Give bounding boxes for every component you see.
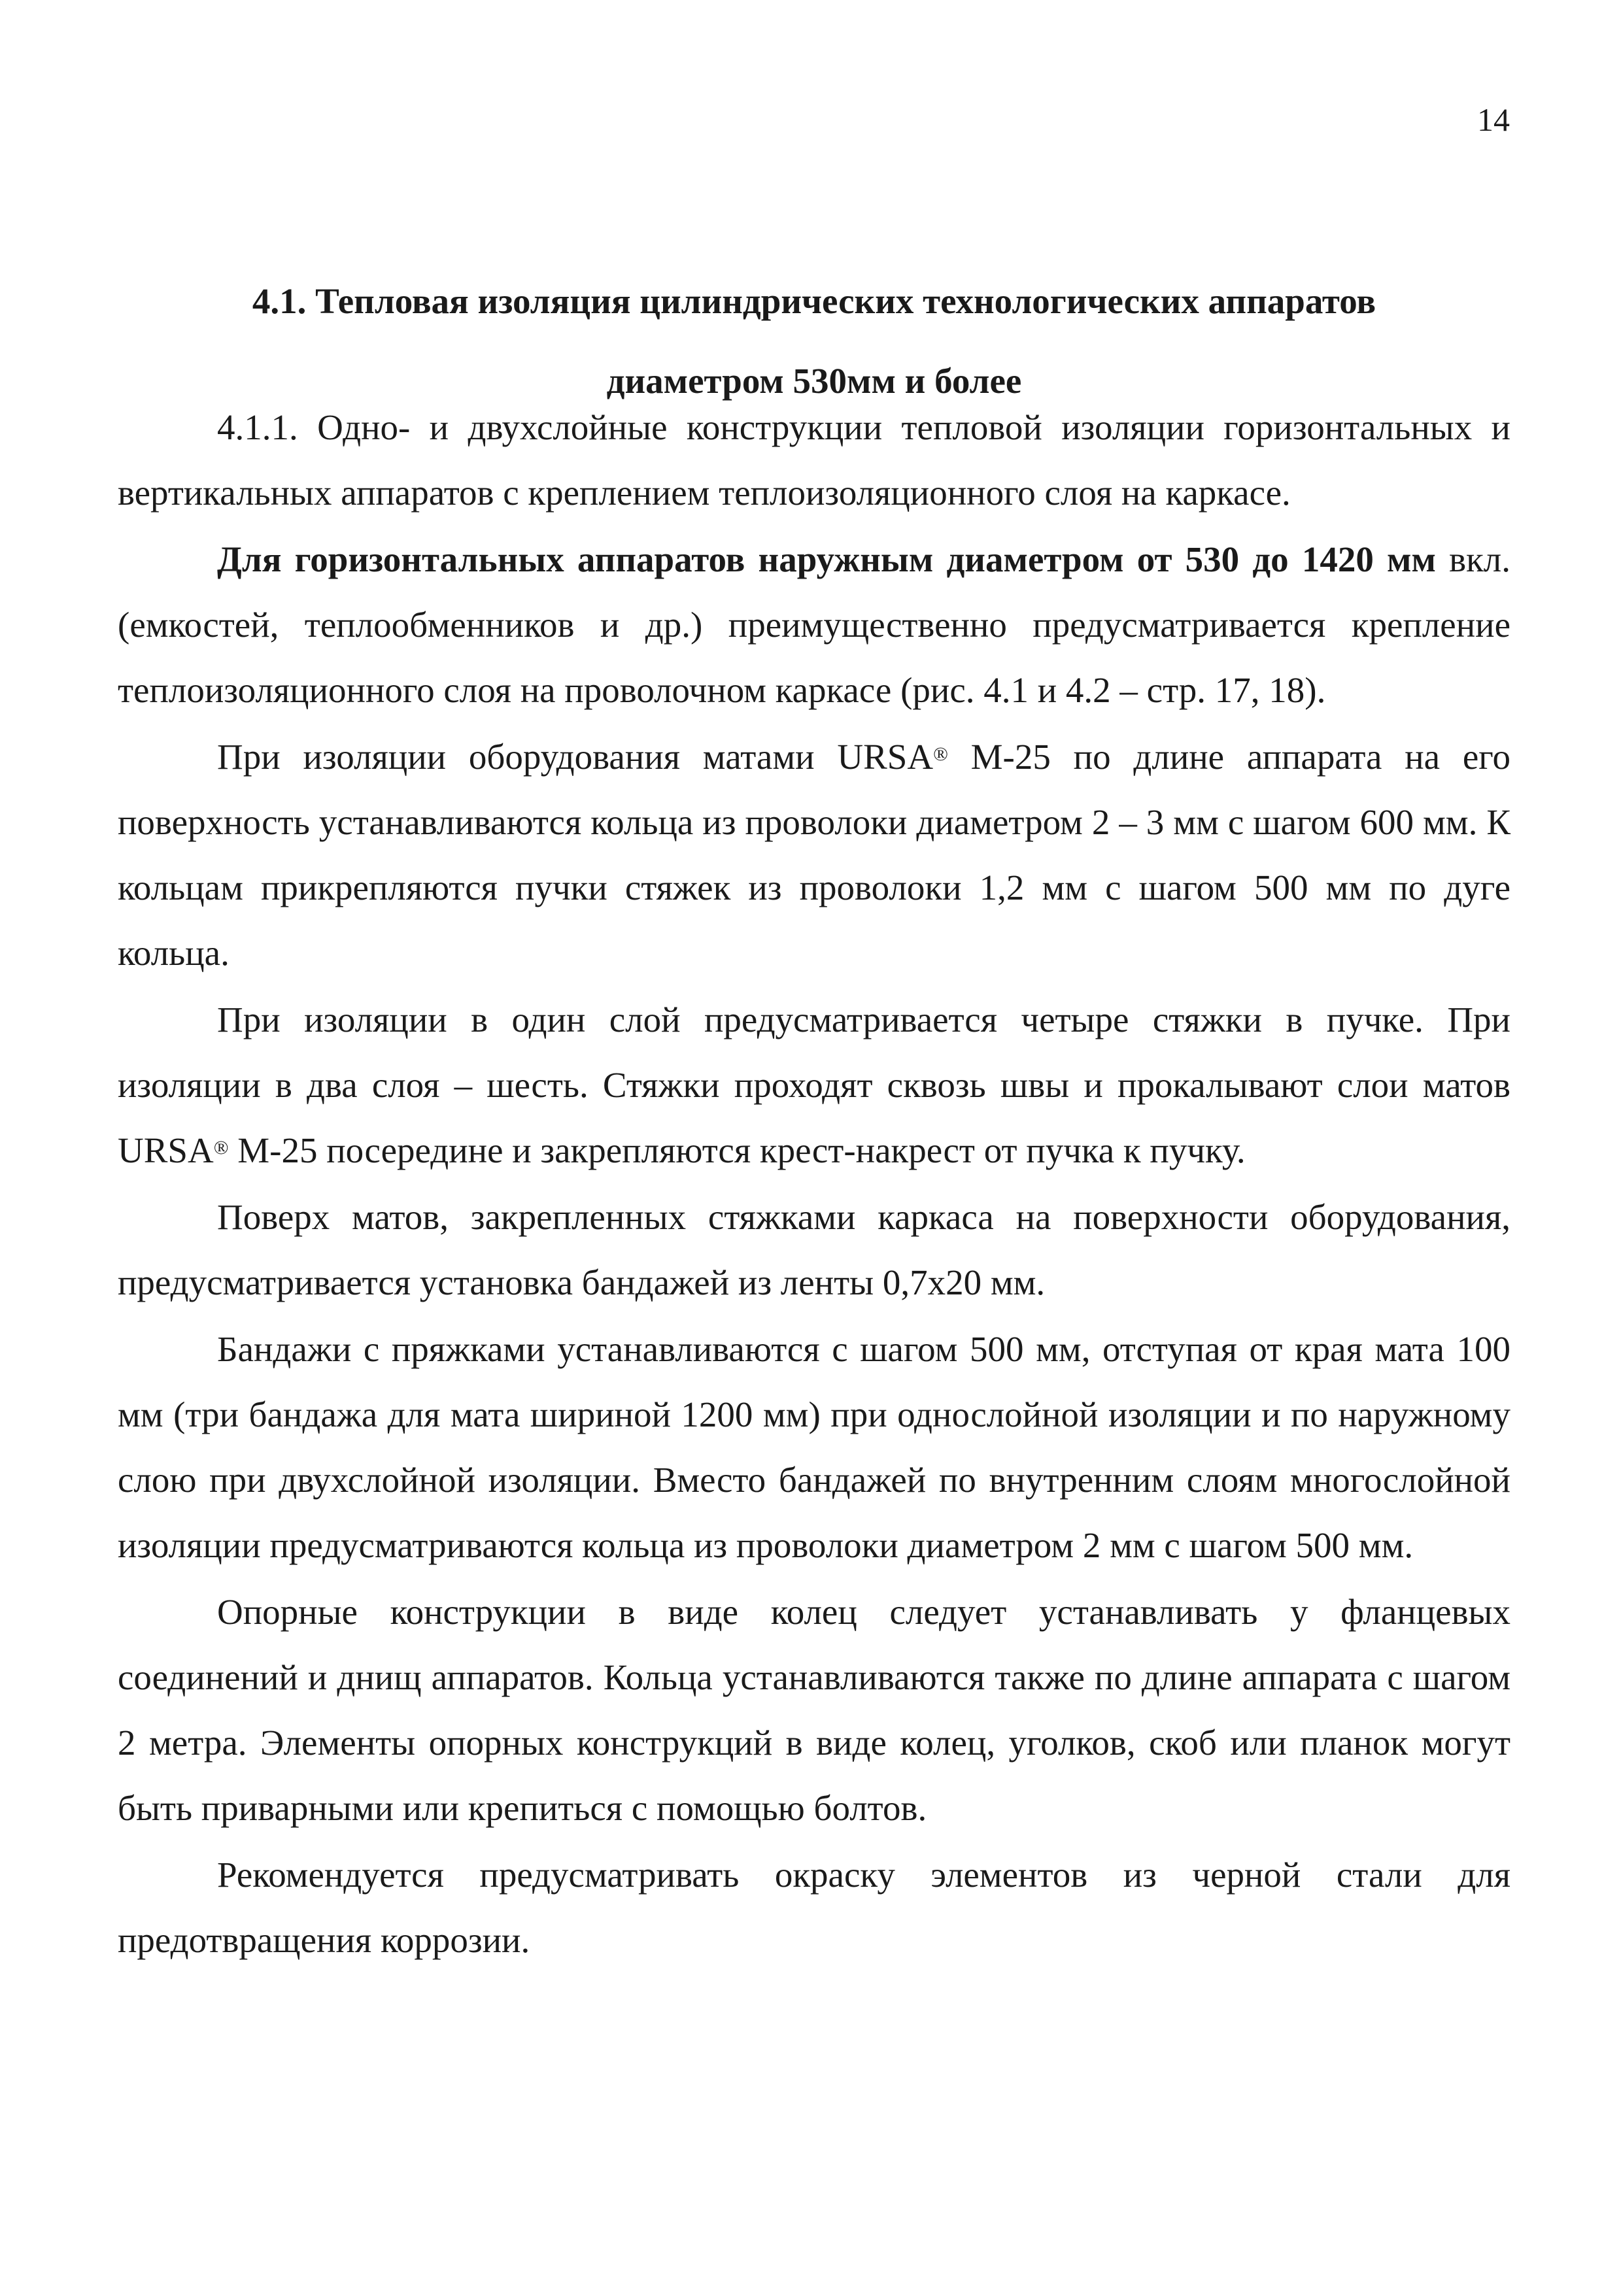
paragraph-text: При изоляции оборудования матами URSA	[217, 737, 934, 777]
paragraph-text: М-25 по длине аппарата на его поверхность устанавливаются кольца из проволоки диаметром 2 – 3 мм с шагом 600 мм. К кольцам прикрепляются пучки стяжек из проволоки 1,2 мм с шагом 500 мм по дуге кольца.	[118, 737, 1510, 973]
paragraph-text: вкл. (емкостей, теплообменников и др.) преимущественно предусматривается крепление теплоизоляционного слоя на проволочном каркасе (рис. 4.1 и 4.2 – стр. 17, 18).	[118, 539, 1510, 710]
paragraph-buckles: Бандажи с пряжками устанавливаются с шагом 500 мм, отступая от края мата 100 мм (три бандажа для мата шириной 1200 мм) при однослойной изоляции и по наружному слою при двухслойной изоляции. Вместо бандажей по внутренним слоям многослойной изоляции предусматриваются кольца из проволоки диаметром 2 мм с шагом 500 мм.	[118, 1329, 1510, 1565]
paragraph-support-structures: Опорные конструкции в виде колец следует устанавливать у фланцевых соединений и днищ аппаратов. Кольца устанавливаются также по длине аппарата с шагом 2 метра. Элементы опорных конструкций в виде колец, уголков, скоб или планок могут быть приварными или крепиться с помощью болтов.	[118, 1592, 1510, 1828]
registered-mark: ®	[933, 743, 948, 765]
section-heading-line-1: 4.1. Тепловая изоляция цилиндрических технологических аппаратов	[252, 281, 1376, 321]
paragraph-4-1-1: 4.1.1. Одно- и двухслойные конструкции тепловой изоляции горизонтальных и вертикальных аппаратов с креплением теплоизоляционного слоя на каркасе.	[118, 407, 1510, 513]
paragraph-ursa-mats	[118, 724, 1510, 986]
body-text	[118, 395, 1510, 1973]
section-heading-line-2: диаметром 530мм и более	[606, 361, 1022, 401]
paragraph-bold-lead: Для горизонтальных аппаратов наружным диаметром от 530 до 1420 мм	[217, 539, 1436, 579]
paragraph-corrosion: Рекомендуется предусматривать окраску элементов из черной стали для предотвращения коррозии.	[118, 1855, 1510, 1960]
paragraph-ties	[118, 987, 1510, 1183]
paragraph-text: При изоляции в один слой предусматривается четыре стяжки в пучке. При изоляции в два слоя – шесть. Стяжки проходят сквозь швы и прокалывают слои матов URSA	[118, 1000, 1510, 1170]
registered-mark: ®	[213, 1137, 229, 1158]
page-number: 14	[1477, 101, 1510, 138]
paragraph-bandages: Поверх матов, закрепленных стяжками каркаса на поверхности оборудования, предусматривается установка бандажей из ленты 0,7х20 мм.	[118, 1197, 1510, 1302]
paragraph-horizontal-apparatus	[118, 527, 1510, 723]
paragraph-text: М-25 посередине и закрепляются крест-накрест от пучка к пучку.	[228, 1130, 1246, 1170]
